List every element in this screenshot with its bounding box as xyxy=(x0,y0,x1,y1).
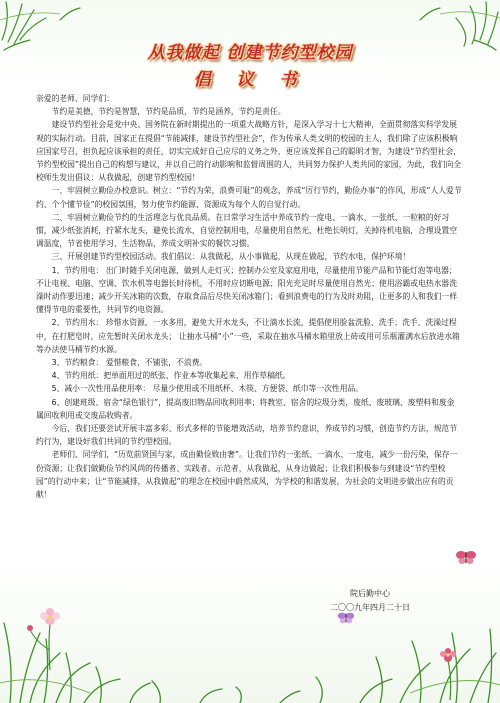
title-block xyxy=(0,38,500,90)
paragraph: 三、开展创建节约型校园活动。我们倡议：从我做起，从小事做起，从现在做起，节约水电，保护环境！ xyxy=(51,252,411,262)
signature-date: 二〇〇九年四月二十日 xyxy=(330,603,410,612)
paragraph: 1、节约用电： 出门时随手关闭电源，做到人走灯灭；控制办公室及家庭用电，尽量使用节能产品和节能灯泡等电器；不让电视、电脑、空调、饮水机等电器长时待机，不用时应切断电源；阳光充足时尽量使用自然光；使用浴霸或电热水器洗澡时动作要迅速；减少开关冰箱的次数，存取食品后尽快关闭冰箱门；看到浪费电的行为及时劝阻，让更多的人和我们一样懂得节电的重要性，共同节约电资源。 xyxy=(36,265,458,315)
flower-icon xyxy=(420,640,480,700)
page-title: 从我做起 创建节约型校园 xyxy=(147,43,353,63)
greeting: 亲爱的老师、同学们： xyxy=(36,94,114,103)
paragraph: 6、创建班级、宿舍“绿色银行”，提高废旧物品回收利用率；将教室、宿舍的垃圾分类，废纸、废玻璃、废塑料和废金属回收利用或交废品收购者。 xyxy=(36,397,455,420)
paragraph: 5、减小一次性用品使用率： 尽量少使用或不用纸杯、木筷、方便袋、纸巾等一次性用品。 xyxy=(51,384,364,394)
page-subtitle: 倡 议 书 xyxy=(193,70,307,90)
butterfly-icon xyxy=(455,548,477,566)
flower-icon xyxy=(20,600,80,670)
paragraph: 节约是美德，节约是智慧，节约是品质，节约是涵养，节约是责任。 xyxy=(51,107,286,117)
paragraph: 2、节约用水： 珍惜水资源，一水多用，避免大开水龙头，不让滴水长流，提倡使用脸盆洗脸、洗手；洗手、洗澡过程中，在打肥皂时，应先暂时关闭水龙头； 让抽水马桶“小”一些，采取在抽水马桶水箱里放上砖或用可乐瓶灌满水后放进水箱等办法使马桶节约水源。 xyxy=(36,318,460,354)
paragraph: 二、牢固树立勤俭节约的生活理念与优良品质。在日常学习生活中养成节约一度电、一滴水、一张纸、一粒粮的好习惯，减少纸张消耗，拧紧水龙头，避免长流水，自觉控制用电，尽量使用自然光，杜绝长明灯，关掉待机电脑，合理设置空调温度，节省使用学习、生活物品，养成文明补实的餐饮习惯。 xyxy=(36,212,458,249)
paragraph: 建设节约型社会是党中央、国务院在新时期提出的一项重大战略方针，是深入学习十七大精神，全面贯彻落实科学发展观的实际行动。目前，国家正在提倡“节能减排，建设节约型社会”，作为传承人类文明的校园的主人，我们除了应该积极响应国家号召，担负起应该承担的责任，切实完成好自己应尽的义务之外，更应该发挥自己的聪明才智，为建设“节约型社会，节约型校园”提出自己的构想与建议，并以自己的行动影响和监督周围的人，共同努力保护人类共同的家园，为此，我们向全校师生发出倡议：从我做起，创建节约型校园！ xyxy=(36,120,462,183)
proposal-body xyxy=(36,92,462,501)
paragraph: 4、节约用纸：把单面用过的纸张、作业本等收集起来，用作草稿纸。 xyxy=(51,371,291,381)
signature-org: 院后勤中心 xyxy=(350,589,390,598)
paragraph: 一、牢固树立勤俭办校意识。树立：“节约为荣，浪费可耻”的观念，养成“厉行节约，勤俭办事”的作风，形成“人人爱节约、个个懂节俭”的校园氛围，努力使节约能源、资源成为每个人的自觉行动。 xyxy=(36,186,462,209)
paragraph: 老师们、同学们，“历览前贤国与家，成由勤俭败由奢”。让我们节约一张纸、一滴水、一度电，减少一份污染，保存一份资源；让我们做勤俭节约风尚的传播者、实践者、示范者，从我做起，从身边做起；让我们积极参与到建设“节约型校园”的行动中来；让“节能减排，从我做起”的理念在校园中蔚然成风，为学校的和谐发展，为社会的文明进步做出应有的贡献！ xyxy=(36,450,458,500)
paragraph: 今后，我们还要尝试开展丰富多彩、形式多样的节能增效活动，培养节约意识，养成节约习惯，创造节约方法，规范节约行为，建设好我们共同的节约型校园。 xyxy=(36,424,458,447)
paragraph: 3、节约粮食： 爱惜粮食，不铺张，不浪费。 xyxy=(51,358,208,368)
